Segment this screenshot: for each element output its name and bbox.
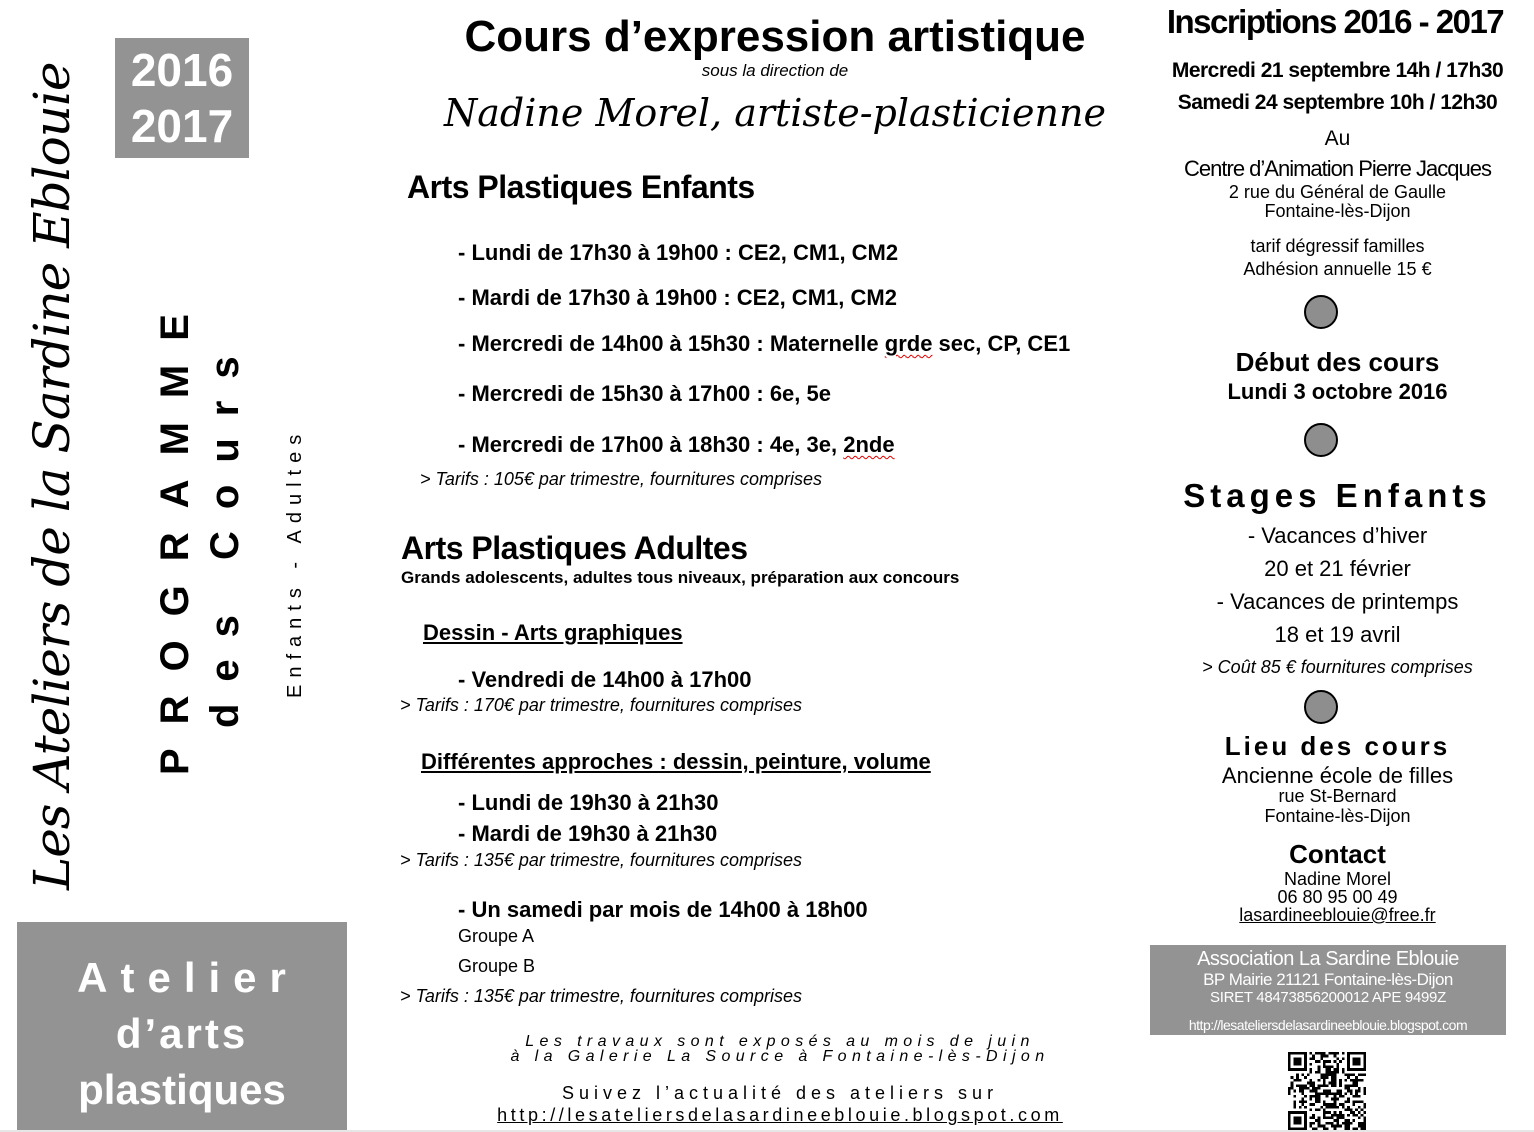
inscription-date-1: Mercredi 21 septembre 14h / 17h30 [1171,59,1504,82]
group-a: Groupe A [458,926,535,946]
lieu-street: rue St-Bernard [1278,786,1397,806]
course-text: sec, CP, CE1 [932,331,1071,356]
approches-course-2: - Mardi de 19h30 à 21h30 [458,821,718,846]
dessin-course: - Vendredi de 14h00 à 17h00 [458,667,752,692]
script-title: Les Ateliers de la Sardine Eblouie [23,62,81,890]
approches-tarif: > Tarifs : 135€ par trimestre, fournitures comprises [400,850,802,870]
enfants-adultes-label: Enfants - Adultes [284,427,306,698]
tarif-degressif: tarif dégressif familles [1250,236,1425,256]
year-bottom: 2017 [130,100,234,152]
programme-heading: PROGRAMME [153,290,197,775]
expo-line-1: Les travaux sont exposés au mois de juin [525,1033,1035,1050]
stage-line-3: - Vacances de printemps [1216,589,1459,614]
debut-date: Lundi 3 octobre 2016 [1227,379,1448,404]
atelier-line-3: plastiques [78,1066,286,1113]
year-top: 2016 [130,44,234,96]
stage-line-4: 18 et 19 avril [1274,622,1401,647]
group-b: Groupe B [458,956,536,976]
bullet-dot-icon [1304,295,1338,329]
contact-email-link[interactable]: lasardineeblouie@free.fr [1239,905,1436,925]
course-text: - Mercredi de 14h00 à 15h30 : Maternelle [458,331,885,356]
place-city: Fontaine-lès-Dijon [1264,201,1411,221]
contact-title: Contact [1289,839,1386,869]
stages-cout: > Coût 85 € fournitures comprises [1202,657,1473,677]
enfants-course-3 [458,330,1070,358]
enfants-course-4: - Mercredi de 15h30 à 17h00 : 6e, 5e [458,381,831,406]
qr-code-icon [1288,1052,1366,1130]
artist-name: Nadine Morel, artiste-plasticienne [444,91,1106,135]
stages-title: Stages Enfants [1183,477,1492,514]
atelier-line-1: Atelier [77,954,299,1001]
samedi-tarif: > Tarifs : 135€ par trimestre, fournitures comprises [400,986,802,1006]
adultes-subheading: Grands adolescents, adultes tous niveaux, préparation aux concours [401,568,960,587]
page-subtitle: sous la direction de [701,61,849,80]
page-title: Cours d’expression artistique [464,12,1086,61]
lieu-city: Fontaine-lès-Dijon [1264,806,1411,826]
place-street: 2 rue du Général de Gaulle [1228,182,1447,202]
approches-subheading: Différentes approches : dessin, peinture, volume [421,749,931,774]
place-name: Centre d’Animation Pierre Jacques [1184,156,1491,181]
des-cours-heading: des Cours [203,334,247,728]
stage-line-1: - Vacances d’hiver [1247,523,1428,548]
enfants-heading: Arts Plastiques Enfants [407,169,755,205]
adultes-heading: Arts Plastiques Adultes [401,530,748,566]
atelier-line-2: d’arts [115,1010,249,1057]
enfants-course-2: - Mardi de 17h30 à 19h00 : CE2, CM1, CM2 [458,285,897,310]
expo-line-2: à la Galerie La Source à Fontaine-lès-Dijon [510,1048,1050,1065]
approches-course-1: - Lundi de 19h30 à 21h30 [458,790,719,815]
contact-name: Nadine Morel [1283,869,1392,889]
au-label: Au [1324,127,1351,150]
inscription-date-2: Samedi 24 septembre 10h / 12h30 [1177,91,1498,114]
assoc-url[interactable]: http://lesateliersdelasardineeblouie.blogspot.com [1188,1017,1468,1033]
blog-link[interactable]: http://lesateliersdelasardineeblouie.blogspot.com [497,1105,1063,1125]
enfants-tarif: > Tarifs : 105€ par trimestre, fournitures comprises [420,469,822,489]
course-text: - Mercredi de 17h00 à 18h30 : 4e, 3e, [458,432,844,457]
bullet-dot-icon [1304,690,1338,724]
dessin-tarif: > Tarifs : 170€ par trimestre, fournitures comprises [400,695,802,715]
year-badge [115,38,249,158]
association-box [1150,945,1506,1035]
inscriptions-title: Inscriptions 2016 - 2017 [1166,3,1504,40]
contact-phone: 06 80 95 00 49 [1277,887,1398,907]
bullet-dot-icon [1304,423,1338,457]
lieu-title: Lieu des cours [1224,731,1451,761]
assoc-address: BP Mairie 21121 Fontaine-lès-Dijon [1203,970,1453,989]
debut-title: Début des cours [1235,347,1440,377]
dessin-subheading: Dessin - Arts graphiques [423,620,683,645]
enfants-course-5 [458,431,895,459]
samedi-course: - Un samedi par mois de 14h00 à 18h00 [458,897,868,922]
spell-flag-word: grde [884,331,933,356]
enfants-course-1: - Lundi de 17h30 à 19h00 : CE2, CM1, CM2 [458,240,899,265]
spell-flag-word: 2nde [843,432,895,457]
assoc-siret: SIRET 48473856200012 APE 9499Z [1210,989,1446,1006]
stage-line-2: 20 et 21 février [1264,556,1411,581]
assoc-name: Association La Sardine Eblouie [1197,948,1459,970]
adhesion: Adhésion annuelle 15 € [1243,259,1432,279]
suivez-text: Suivez l’actualité des ateliers sur [561,1083,999,1103]
atelier-box [17,922,347,1132]
lieu-name: Ancienne école de filles [1221,763,1454,788]
